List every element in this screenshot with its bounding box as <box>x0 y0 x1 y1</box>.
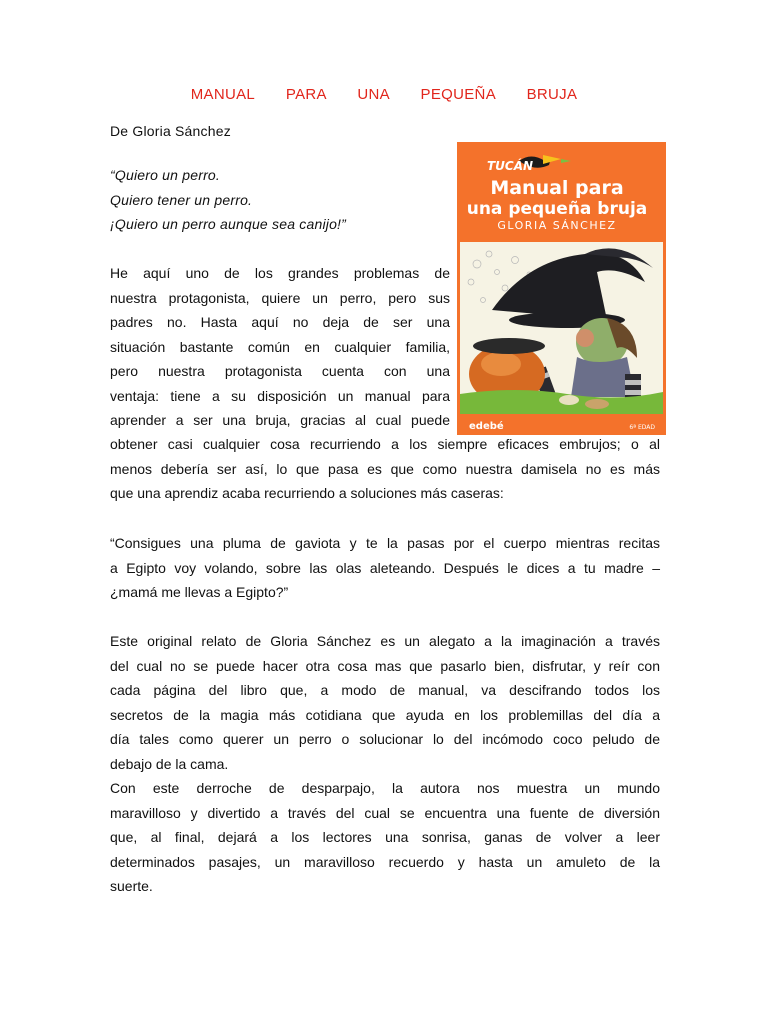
paragraph-3 <box>110 629 660 776</box>
text-line: que una aprendiz acaba recurriendo a soluciones más caseras: <box>110 485 504 501</box>
text-line: He aquí uno de los grandes problemas de <box>110 265 450 281</box>
text-line: determinados pasajes, un maravilloso recuerdo y hasta un amuleto de la <box>110 853 660 870</box>
text-line: día tales como querer un perro o solucionar lo del incómodo coco peludo de <box>110 731 660 747</box>
author-line: De Gloria Sánchez <box>110 123 231 139</box>
text-line: que, al final, dejará a los lectores una sonrisa, ganas de volver a leer <box>110 829 660 845</box>
text-line: padres no. Hasta aquí no deja de ser una <box>110 314 450 330</box>
text-line: suerte. <box>110 878 153 894</box>
text-line: ventaja: tiene a su disposición un manual para <box>110 387 450 404</box>
publisher-label: edebé <box>469 421 504 432</box>
cover-title-line-2: una pequeña bruja <box>466 199 648 219</box>
text-line: nuestra protagonista, quiere un perro, pero sus <box>110 289 450 306</box>
text-line: pero nuestra protagonista cuenta con una <box>110 363 450 379</box>
text-line: secretos de la magia más cotidiana que ayuda en los problemillas del día a <box>110 706 660 723</box>
book-cover-image <box>457 142 666 435</box>
document-title: MANUAL PARA UNA PEQUEÑA BRUJA <box>190 86 578 103</box>
text-line: del cual no se puede hacer otra cosa mas que pasarlo bien, disfrutar, y reír con <box>110 657 660 674</box>
text-line: ¿mamá me llevas a Egipto?” <box>110 584 289 600</box>
cover-title-line-1: Manual para <box>490 177 624 199</box>
text-line: obtener casi cualquier cosa recurriendo a los siempre eficaces embrujos; o al <box>110 436 660 452</box>
age-label: 6ª EDAD <box>629 424 655 431</box>
text-line: a Egipto voy volando, sobre las olas aleteando. Después le dices a tu madre – <box>110 559 660 576</box>
text-line: Con este derroche de desparpajo, la autora nos muestra un mundo <box>110 780 660 796</box>
paragraph-2-quote <box>110 531 660 605</box>
text-line: maravilloso y divertido a través del cual se encuentra una fuente de diversión <box>110 804 660 821</box>
quote-line: Quiero tener un perro. <box>110 191 253 208</box>
text-line: situación bastante común en cualquier familia, <box>110 338 450 355</box>
paragraph-4 <box>110 776 660 899</box>
cover-author: GLORIA SÁNCHEZ <box>497 219 617 232</box>
text-line: “Consigues una pluma de gaviota y te la pasas por el cuerpo mientras recitas <box>110 535 660 551</box>
text-line: debajo de la cama. <box>110 755 229 772</box>
opening-quote <box>110 163 346 237</box>
paragraph-1-continued <box>110 432 660 506</box>
text-line: cada página del libro que, a modo de manual, va descifrando todos los <box>110 682 660 698</box>
paragraph-1-wrapped <box>110 261 450 433</box>
text-line: Este original relato de Gloria Sánchez es un alegato a la imaginación a través <box>110 633 660 649</box>
text-line: menos debería ser así, lo que pasa es que como nuestra damisela no es más <box>110 460 660 477</box>
quote-line: “Quiero un perro. <box>110 167 221 183</box>
series-label: TUCÁN <box>487 159 534 173</box>
text-line: aprender a ser una bruja, gracias al cual puede <box>110 412 450 428</box>
quote-line: ¡Quiero un perro aunque sea canijo!” <box>110 216 347 232</box>
